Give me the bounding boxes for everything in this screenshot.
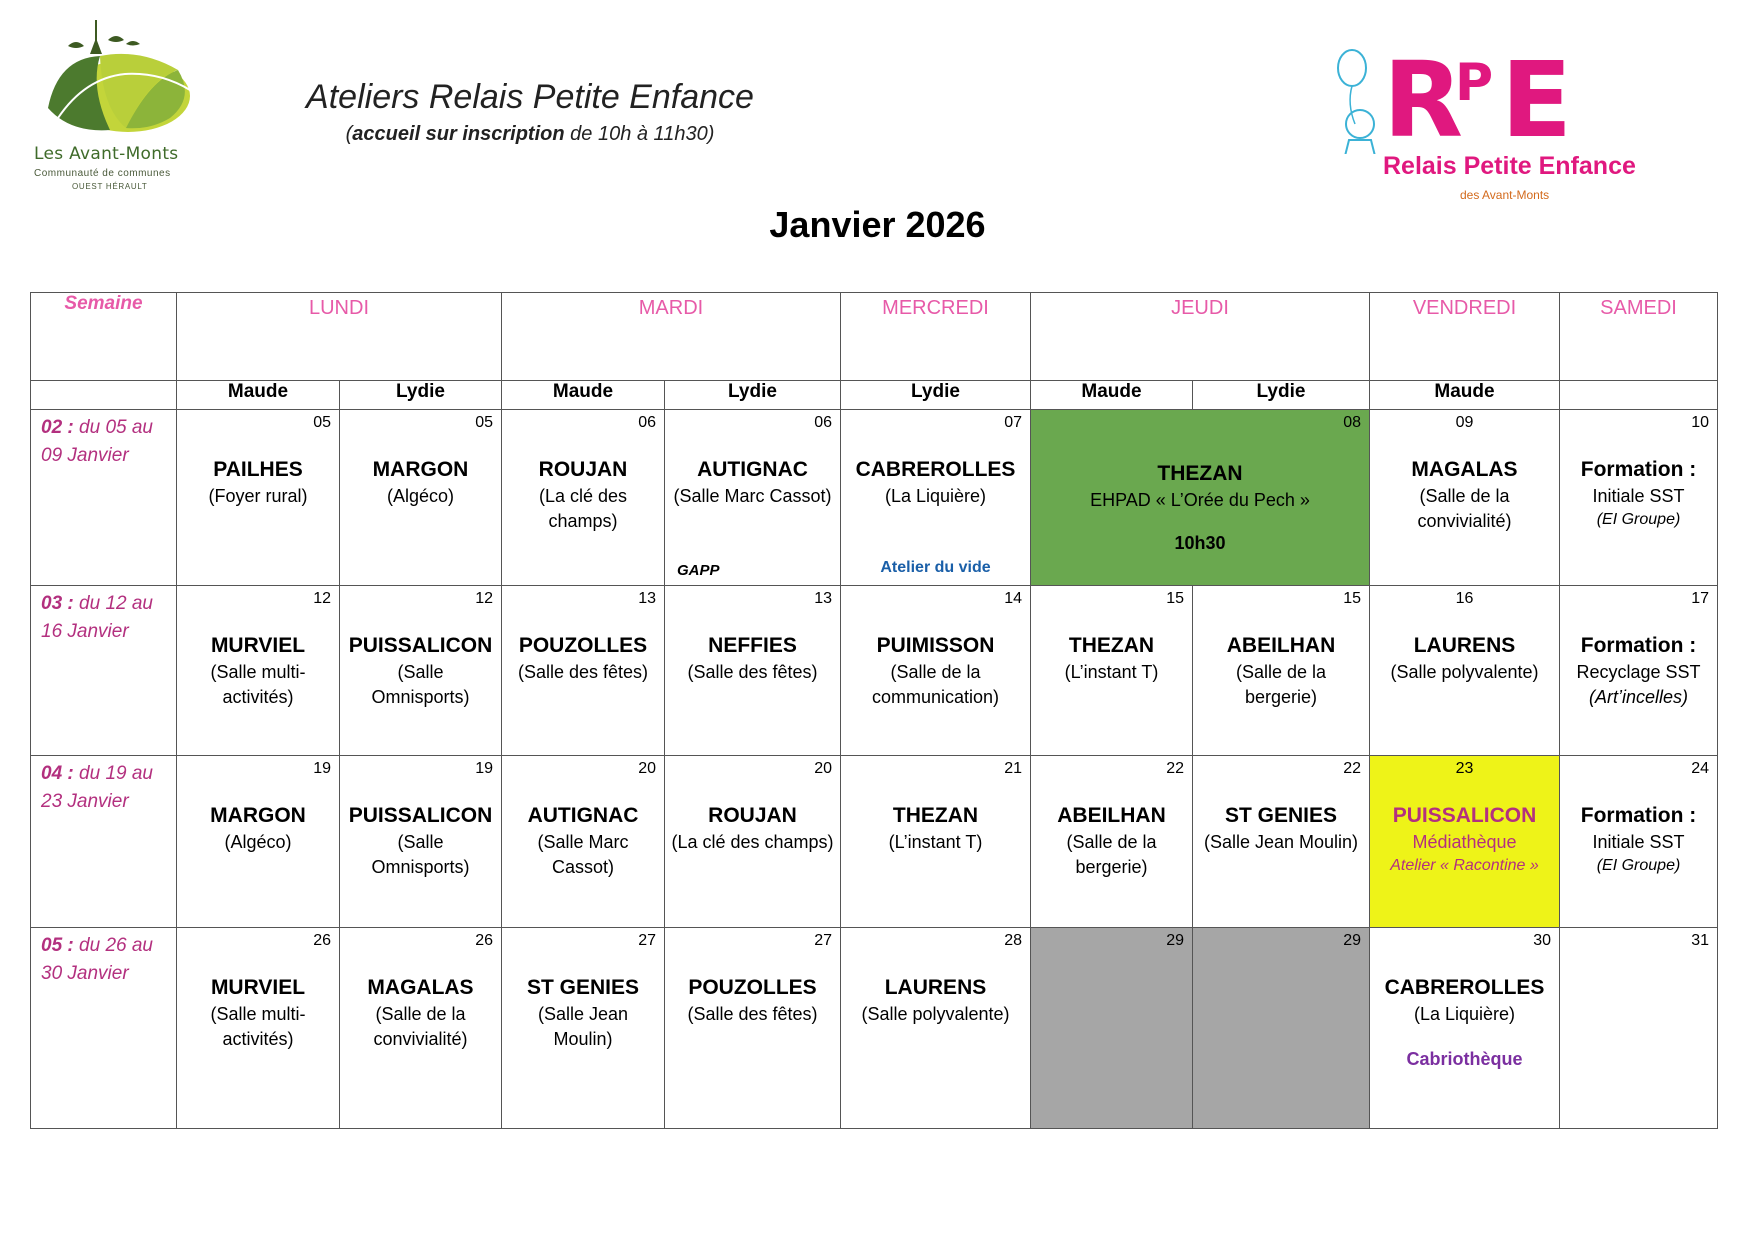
- date-num: 20: [638, 760, 656, 777]
- place: Formation :: [1580, 458, 1697, 481]
- page-title: Ateliers Relais Petite Enfance: [306, 78, 754, 116]
- trainer: (Art’incelles): [1588, 687, 1689, 707]
- day-monday: LUNDI: [177, 293, 502, 381]
- day-cell: [841, 756, 1031, 928]
- day-cell: [665, 586, 841, 756]
- date-num: 29: [1166, 932, 1184, 949]
- location: (L’instant T): [1064, 662, 1159, 682]
- date-num: 15: [1166, 590, 1184, 607]
- date-num: 17: [1691, 590, 1709, 607]
- week-range-2: 09 Janvier: [41, 445, 129, 466]
- day-friday: VENDREDI: [1370, 293, 1560, 381]
- day-tuesday: MARDI: [502, 293, 841, 381]
- date-num: 06: [638, 414, 656, 431]
- location: Initiale SST: [1592, 832, 1685, 852]
- date-num: 28: [1004, 932, 1022, 949]
- balloon-child-icon: [1338, 50, 1375, 154]
- staff-cell: Lydie: [841, 381, 1031, 410]
- location: (Salle Omnisports): [371, 832, 470, 877]
- staff-cell: [1560, 381, 1718, 410]
- location: (Salle de la bergerie): [1066, 832, 1157, 877]
- title-block: [300, 78, 760, 146]
- day-cell: [1031, 756, 1193, 928]
- day-wednesday: MERCREDI: [841, 293, 1031, 381]
- day-cell-closed: [1193, 928, 1370, 1129]
- location: (Salle Jean Moulin): [537, 1004, 629, 1049]
- place: THEZAN: [892, 804, 979, 827]
- atelier-note: Atelier du vide: [880, 559, 991, 576]
- place: ABEILHAN: [1226, 634, 1336, 657]
- week-range-2: 23 Janvier: [41, 791, 129, 812]
- place: PUIMISSON: [876, 634, 995, 657]
- day-cell: [665, 928, 841, 1129]
- date-num: 10: [1691, 414, 1709, 431]
- staff-cell: Maude: [502, 381, 665, 410]
- location: (Salle des fêtes): [517, 662, 649, 682]
- place: MARGON: [210, 804, 306, 827]
- calendar-table: [30, 292, 1718, 1129]
- date-num: 13: [814, 590, 832, 607]
- week-range-1: du 05 au: [73, 417, 153, 438]
- date-num: 31: [1691, 932, 1709, 949]
- date-num: 12: [475, 590, 493, 607]
- location: (La Liquière): [1413, 1004, 1516, 1024]
- place: ABEILHAN: [1057, 804, 1166, 827]
- location: EHPAD « L’Orée du Pech »: [1090, 490, 1310, 510]
- place: MURVIEL: [210, 976, 306, 999]
- date-num: 22: [1166, 760, 1184, 777]
- subtitle-rest: de 10h à 11h30): [564, 123, 715, 145]
- date-num: 16: [1455, 590, 1474, 607]
- location: (Salle Omnisports): [371, 662, 470, 707]
- day-cell: [177, 410, 340, 586]
- date-num: 27: [638, 932, 656, 949]
- week-row: [31, 586, 1718, 756]
- week-label: [31, 756, 177, 928]
- subtitle-bold: accueil sur inscription: [352, 123, 565, 145]
- staff-cell: Lydie: [340, 381, 502, 410]
- trainer: (EI Groupe): [1596, 857, 1681, 874]
- location: (Salle Marc Cassot): [673, 486, 832, 506]
- week-range-2: 16 Janvier: [41, 621, 129, 642]
- date-num: 14: [1004, 590, 1022, 607]
- week-num: 02 :: [41, 417, 74, 438]
- location: (Salle polyvalente): [1390, 662, 1539, 682]
- location: (Algéco): [386, 486, 455, 506]
- place: THEZAN: [1068, 634, 1155, 657]
- day-cell: [1560, 756, 1718, 928]
- gapp-note: GAPP: [677, 562, 720, 579]
- staff-cell: Maude: [177, 381, 340, 410]
- location: (Salle de la convivialité): [1417, 486, 1512, 531]
- staff-cell: Lydie: [1193, 381, 1370, 410]
- place: Formation :: [1580, 804, 1697, 827]
- location: (Salle de la bergerie): [1235, 662, 1327, 707]
- rpe-name: Relais Petite Enfance: [1383, 152, 1636, 180]
- place: PUISSALICON: [348, 804, 493, 827]
- location: Initiale SST: [1592, 486, 1685, 506]
- day-cell: [177, 928, 340, 1129]
- place: LAURENS: [1413, 634, 1516, 657]
- left-logo-line1: Communauté de communes: [34, 168, 171, 179]
- location: (Salle de la convivialité): [373, 1004, 468, 1049]
- location: (Salle Jean Moulin): [1203, 832, 1359, 852]
- staff-cell: Maude: [1031, 381, 1193, 410]
- place: CABREROLLES: [855, 458, 1016, 481]
- place: Formation :: [1580, 634, 1697, 657]
- place: AUTIGNAC: [697, 458, 808, 481]
- day-cell: [1193, 586, 1370, 756]
- date-num: 29: [1343, 932, 1361, 949]
- day-cell: [340, 756, 502, 928]
- location: (Foyer rural): [208, 486, 308, 506]
- atelier-note: Atelier « Racontine »: [1390, 857, 1539, 874]
- place: CABREROLLES: [1384, 976, 1545, 999]
- location: (La Liquière): [884, 486, 987, 506]
- place: POUZOLLES: [518, 634, 648, 657]
- rpe-logo: [1325, 44, 1675, 214]
- week-range-1: du 26 au: [73, 935, 153, 956]
- week-range-2: 30 Janvier: [41, 963, 129, 984]
- date-num: 05: [313, 414, 331, 431]
- week-row: [31, 756, 1718, 928]
- day-cell: [1370, 410, 1560, 586]
- day-thursday: JEUDI: [1031, 293, 1370, 381]
- day-cell: [502, 756, 665, 928]
- date-num: 30: [1533, 932, 1551, 949]
- place: MARGON: [372, 458, 469, 481]
- location: (La clé des champs): [538, 486, 628, 531]
- day-cell: [1560, 586, 1718, 756]
- location: (Salle des fêtes): [687, 1004, 818, 1024]
- location: (Algéco): [224, 832, 292, 852]
- day-cell: [340, 586, 502, 756]
- subtitle-open: (: [345, 123, 353, 145]
- day-cell: [1031, 586, 1193, 756]
- date-num: 06: [814, 414, 832, 431]
- date-num: 12: [313, 590, 331, 607]
- day-cell: [1560, 928, 1718, 1129]
- week-num: 03 :: [41, 593, 74, 614]
- date-num: 19: [475, 760, 493, 777]
- place: MAGALAS: [367, 976, 474, 999]
- place: PUISSALICON: [348, 634, 493, 657]
- day-cell: [340, 928, 502, 1129]
- date-num: 19: [313, 760, 331, 777]
- place: ROUJAN: [708, 804, 797, 827]
- date-num: 26: [475, 932, 493, 949]
- location: Médiathèque: [1412, 832, 1517, 852]
- les-avant-monts-emblem-icon: [30, 18, 205, 148]
- week-label: [31, 586, 177, 756]
- rpe-sub: des Avant-Monts: [1460, 188, 1550, 202]
- date-num: 26: [313, 932, 331, 949]
- location: (Salle des fêtes): [687, 662, 818, 682]
- location: (L’instant T): [888, 832, 983, 852]
- place: NEFFIES: [708, 634, 797, 657]
- page-subtitle: [300, 123, 760, 146]
- place: LAURENS: [884, 976, 987, 999]
- week-range-1: du 12 au: [73, 593, 153, 614]
- location: (Salle de la communication): [871, 662, 1000, 707]
- date-num: 20: [814, 760, 832, 777]
- week-label: [31, 928, 177, 1129]
- date-num: 09: [1455, 414, 1474, 431]
- trainer: (EI Groupe): [1596, 511, 1681, 528]
- day-cell: [1370, 928, 1560, 1129]
- staff-row: [31, 381, 1718, 410]
- place: THEZAN: [1157, 462, 1243, 485]
- week-num: 05 :: [41, 935, 74, 956]
- date-num: 08: [1343, 414, 1361, 431]
- date-num: 07: [1004, 414, 1022, 431]
- date-num: 27: [814, 932, 832, 949]
- month-title: Janvier 2026: [769, 204, 986, 245]
- location: (Salle multi-activités): [210, 662, 306, 707]
- staff-empty: [31, 381, 177, 410]
- day-cell: [665, 410, 841, 586]
- place: AUTIGNAC: [527, 804, 639, 827]
- day-cell: [841, 410, 1031, 586]
- week-label: [31, 410, 177, 586]
- staff-cell: Lydie: [665, 381, 841, 410]
- svg-text:P: P: [1455, 53, 1494, 113]
- day-cell-closed: [1031, 928, 1193, 1129]
- place: ST GENIES: [1224, 804, 1338, 827]
- day-cell: [177, 586, 340, 756]
- week-row: [31, 410, 1718, 586]
- location: (Salle Marc Cassot): [537, 832, 629, 877]
- svg-text:R: R: [1383, 44, 1464, 154]
- cabriotheque-note: Cabriothèque: [1406, 1049, 1523, 1069]
- location: Recyclage SST: [1576, 662, 1701, 682]
- day-cell: [502, 928, 665, 1129]
- week-num: 04 :: [41, 763, 74, 784]
- day-saturday: SAMEDI: [1560, 293, 1718, 381]
- date-num: 21: [1004, 760, 1022, 777]
- svg-text:E: E: [1501, 44, 1573, 154]
- day-cell: [502, 586, 665, 756]
- day-cell: [841, 586, 1031, 756]
- left-logo-brand: Les Avant-Monts: [34, 144, 179, 164]
- place: MURVIEL: [210, 634, 306, 657]
- hour: 10h30: [1174, 533, 1226, 553]
- day-cell: [1370, 586, 1560, 756]
- day-cell: [340, 410, 502, 586]
- day-cell: [665, 756, 841, 928]
- date-num: 22: [1343, 760, 1361, 777]
- staff-cell: Maude: [1370, 381, 1560, 410]
- day-header-row: [31, 293, 1718, 381]
- place: ROUJAN: [538, 458, 628, 481]
- week-header: Semaine: [31, 293, 177, 381]
- date-num: 24: [1691, 760, 1709, 777]
- week-range-1: du 19 au: [73, 763, 153, 784]
- day-cell-highlight-yellow: [1370, 756, 1560, 928]
- location: (La clé des champs): [671, 832, 834, 852]
- place: ST GENIES: [526, 976, 640, 999]
- day-cell: [502, 410, 665, 586]
- day-cell: [1560, 410, 1718, 586]
- place: MAGALAS: [1411, 458, 1518, 481]
- date-num: 15: [1343, 590, 1361, 607]
- location: (Salle polyvalente): [861, 1004, 1010, 1024]
- day-cell: [841, 928, 1031, 1129]
- place: PAILHES: [213, 458, 303, 481]
- date-num: 23: [1455, 760, 1474, 777]
- place: PUISSALICON: [1392, 804, 1537, 827]
- place: POUZOLLES: [688, 976, 817, 999]
- day-cell: [177, 756, 340, 928]
- date-num: 13: [638, 590, 656, 607]
- left-logo-line2: OUEST HÉRAULT: [72, 182, 148, 191]
- week-row: [31, 928, 1718, 1129]
- day-cell: [1193, 756, 1370, 928]
- location: (Salle multi-activités): [210, 1004, 306, 1049]
- day-cell-highlight-green: [1031, 410, 1370, 586]
- les-avant-monts-logo: [30, 18, 205, 198]
- rpe-letters-icon: [1325, 44, 1675, 154]
- date-num: 05: [475, 414, 493, 431]
